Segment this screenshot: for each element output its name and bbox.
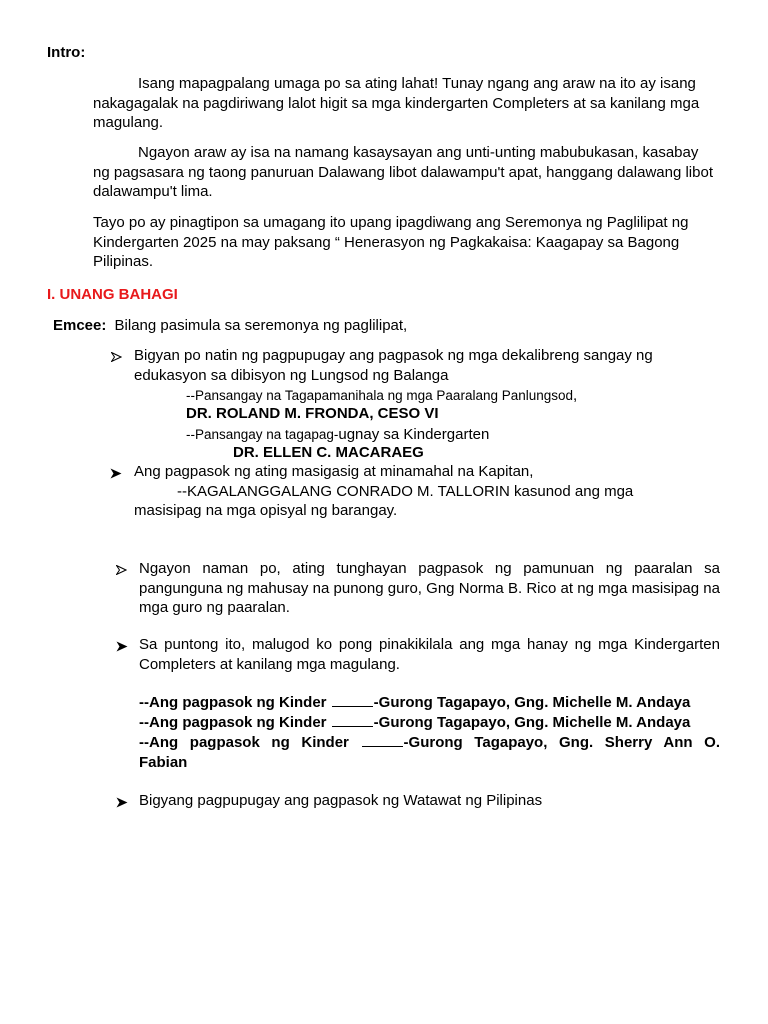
- blank-line: [362, 733, 403, 747]
- bullet-1-sub2-title: [186, 425, 489, 445]
- kinder-entry: [139, 693, 720, 713]
- blank-line: [332, 713, 373, 727]
- bullet-5-text: Bigyang pagpupugay ang pagpasok ng Watawat ng Pilipinas: [139, 792, 543, 809]
- kinder-entry-suffix: -Gurong Tagapayo, Gng. Michelle M. Andaya: [373, 694, 691, 711]
- kinder-entry-prefix: --Ang pagpasok ng Kinder: [139, 714, 327, 731]
- sub1-title-part-a: --Pansangay na Tagapamanihala ng mga Paaralang Panlungsod: [186, 388, 574, 403]
- sub2-title-part-b: ugnay sa Kindergarten: [338, 426, 490, 443]
- bullet-3-text: Ngayon naman po, ating tunghayan pagpasok ng pamunuan ng paaralan sa pangunguna ng mahusay na punong guro, Gng Norma B. Rico at ng mga masisipag na mga guro ng paaralan.: [139, 560, 720, 616]
- emcee-text: Bilang pasimula sa seremonya ng paglilipat,: [114, 317, 408, 334]
- bullet-4-text: Sa puntong ito, malugod ko pong pinakikilala ang mga hanay ng mga Kindergarten Completers at kanilang mga magulang.: [139, 636, 720, 673]
- blank-line: [332, 693, 373, 707]
- intro-label: Intro:: [47, 44, 86, 61]
- kinder-entry-suffix: -Gurong Tagapayo, Gng. Michelle M. Andaya: [373, 714, 691, 731]
- arrow-bullet-icon: [111, 347, 122, 362]
- sub2-title-part-a: --Pansangay na tagapag-: [186, 427, 339, 442]
- intro-paragraph-3: Tayo po ay pinagtipon sa umagang ito upang ipagdiwang ang Seremonya ng Paglilipat ng Kindergarten 2025 na may paksang “ Henerasyon ng Pagkakaisa: Kaagapay sa Bagong Pilipinas.: [93, 214, 689, 270]
- kinder-entry-prefix: --Ang pagpasok ng Kinder: [139, 734, 349, 751]
- kinder-entry-prefix: --Ang pagpasok ng Kinder: [139, 694, 327, 711]
- bullet-1-sub1-title: [186, 386, 577, 406]
- arrow-bullet-icon: [110, 463, 122, 479]
- emcee-line: [53, 316, 407, 336]
- kinder-entry: [139, 713, 720, 733]
- bullet-2-continuation-1: --KAGALANGGALANG CONRADO M. TALLORIN kasunod ang mga: [177, 483, 634, 500]
- arrow-bullet-icon: [116, 560, 127, 575]
- arrow-bullet-icon: [116, 636, 128, 652]
- bullet-2-continuation-2: masisipag na mga opisyal ng barangay.: [134, 502, 398, 519]
- sub1-title-part-b: ,: [573, 387, 578, 404]
- intro-paragraph-1: Isang mapagpalang umaga po sa ating lahat! Tunay ngang ang araw na ito ay isang nakagagalak na pagdiriwang lalot higit sa mga kindergarten Completers at sa kanilang mga magulang.: [93, 75, 700, 131]
- bullet-1-sub1-name: DR. ROLAND M. FRONDA, CESO VI: [186, 405, 439, 422]
- bullet-2-text: Ang pagpasok ng ating masigasig at minamahal na Kapitan,: [134, 463, 534, 480]
- section-heading: I. UNANG BAHAGI: [47, 286, 178, 303]
- kinder-entry: [139, 733, 720, 772]
- emcee-label: Emcee:: [53, 317, 107, 334]
- bullet-1-text: Bigyan po natin ng pagpupugay ang pagpasok ng mga dekalibreng sangay ng edukasyon sa dibisyon ng Lungsod ng Balanga: [134, 347, 653, 384]
- kinder-entry-suffix: -Gurong Tagapayo, Gng. Sherry Ann O. Fabian: [139, 734, 721, 771]
- arrow-bullet-icon: [116, 792, 128, 808]
- intro-paragraph-2: Ngayon araw ay isa na namang kasaysayan ang unti-unting mabubukasan, kasabay ng pagsasara ng taong panuruan Dalawang libot dalawampu't apat, hanggang dalawang libot dalawampu't lima.: [93, 144, 713, 200]
- bullet-1-sub2-name: DR. ELLEN C. MACARAEG: [233, 444, 424, 461]
